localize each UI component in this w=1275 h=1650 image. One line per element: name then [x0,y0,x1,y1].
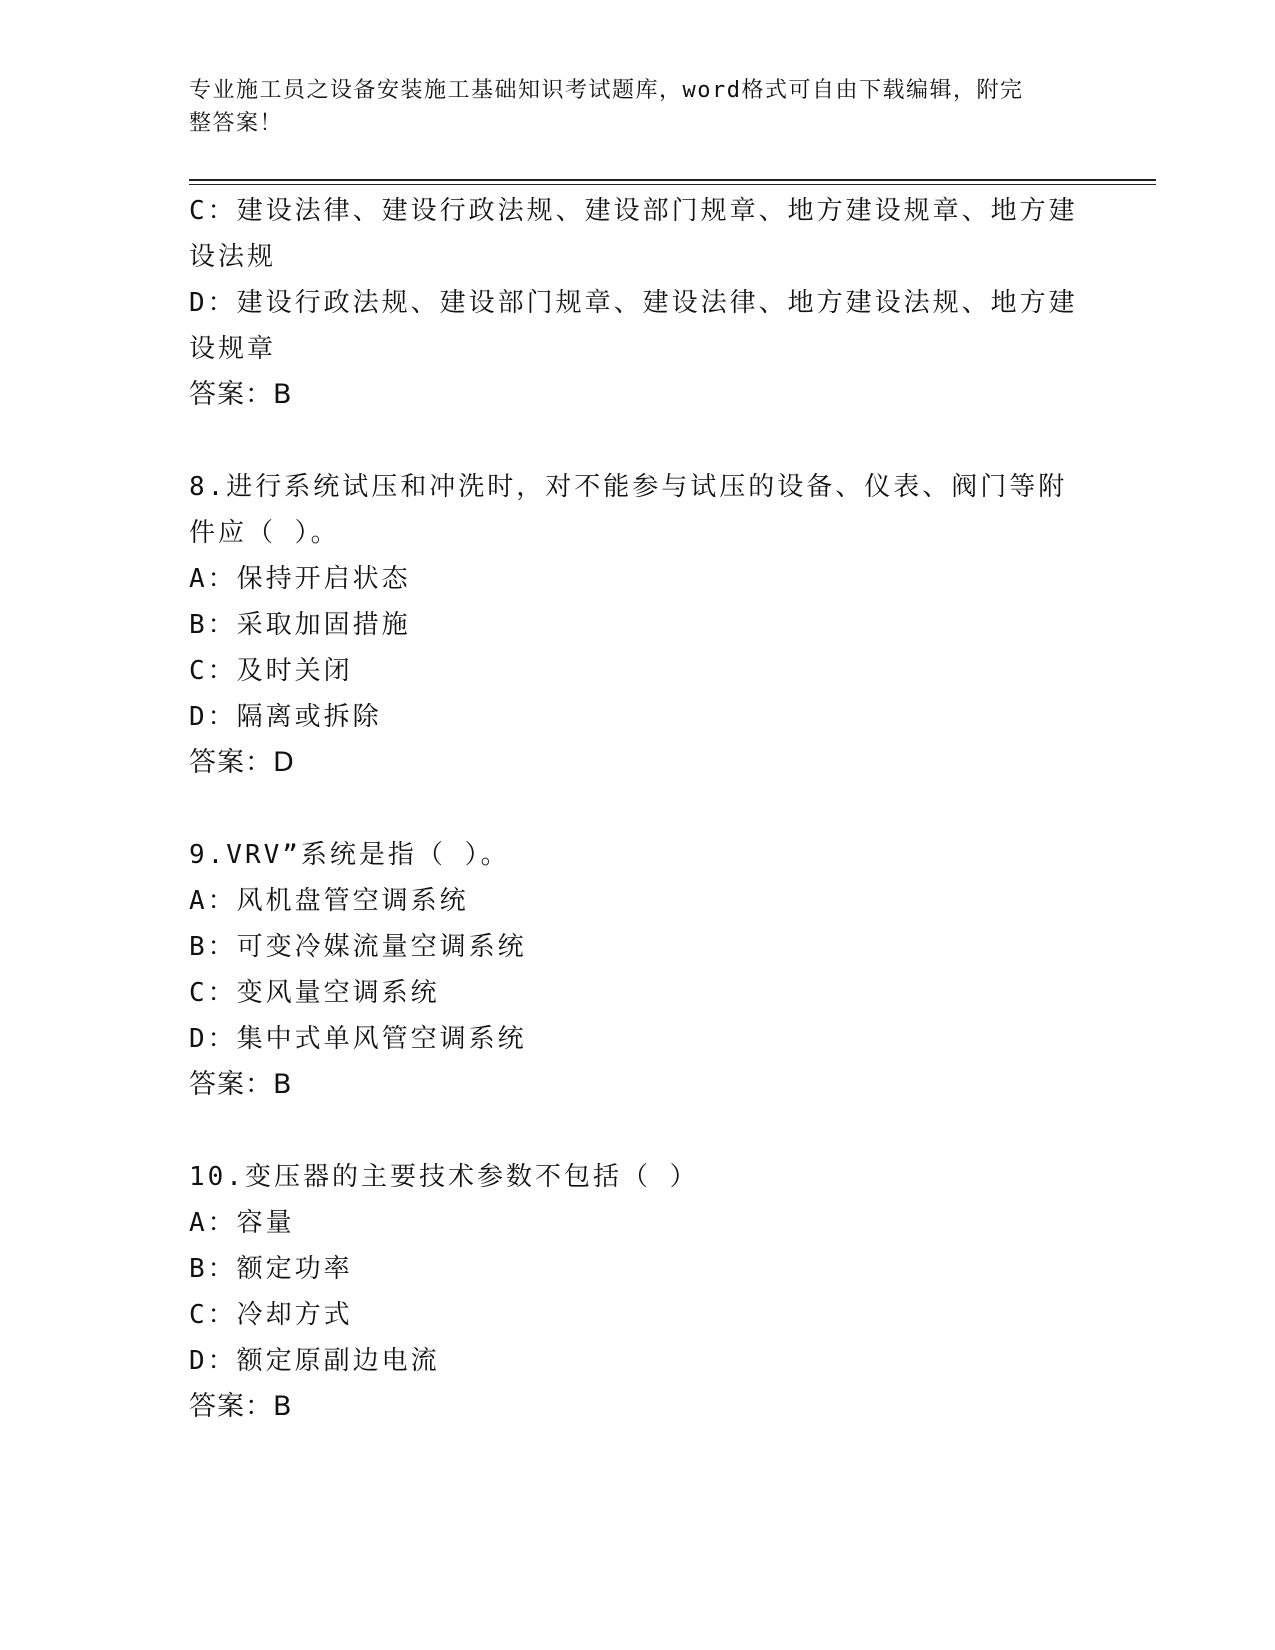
option-c-line-1: C：建设法律、建设行政法规、建设部门规章、地方建设规章、地方建 [189,196,1078,226]
option-a: A：保持开启状态 [189,564,411,594]
question-stem: 10.变压器的主要技术参数不包括（ ） [189,1162,699,1192]
option-c: C：及时关闭 [189,656,353,686]
option-b: B：额定功率 [189,1254,353,1284]
header-title-line-1: 专业施工员之设备安装施工基础知识考试题库，word格式可自由下载编辑，附完 [189,78,1024,103]
spacer [189,1108,1089,1154]
question-8 [189,464,1089,786]
option-d: D：隔离或拆除 [189,702,382,732]
answer-label: 答案：D [189,747,295,778]
header-divider-thick [189,179,1156,181]
option-d-line-1: D：建设行政法规、建设部门规章、建设法律、地方建设法规、地方建 [189,288,1078,318]
option-b: B：采取加固措施 [189,610,411,640]
option-c: C：变风量空调系统 [189,978,440,1008]
question-stem-line-1: 8.进行系统试压和冲洗时，对不能参与试压的设备、仪表、阀门等附 [189,472,1068,502]
option-c: C：冷却方式 [189,1300,353,1330]
option-a: A：容量 [189,1208,295,1238]
spacer [189,786,1089,832]
question-9 [189,832,1089,1108]
header-divider-thin [189,184,1156,185]
spacer [189,418,1089,464]
document-header [189,74,1069,140]
option-d: D：集中式单风管空调系统 [189,1024,527,1054]
question-stem: 9.VRV”系统是指（ ）。 [189,840,510,870]
option-a: A：风机盘管空调系统 [189,886,469,916]
header-title-line-2: 整答案！ [189,111,284,136]
previous-question-tail [189,188,1089,418]
option-c-line-2: 设法规 [189,242,277,272]
option-d-line-2: 设规章 [189,334,277,364]
answer-label: 答案：B [189,379,293,410]
answer-label: 答案：B [189,1069,293,1100]
option-d: D：额定原副边电流 [189,1346,440,1376]
option-b: B：可变冷媒流量空调系统 [189,932,527,962]
document-body [189,188,1089,1430]
question-10 [189,1154,1089,1430]
question-stem-line-2: 件应（ ）。 [189,518,340,548]
answer-label: 答案：B [189,1391,293,1422]
